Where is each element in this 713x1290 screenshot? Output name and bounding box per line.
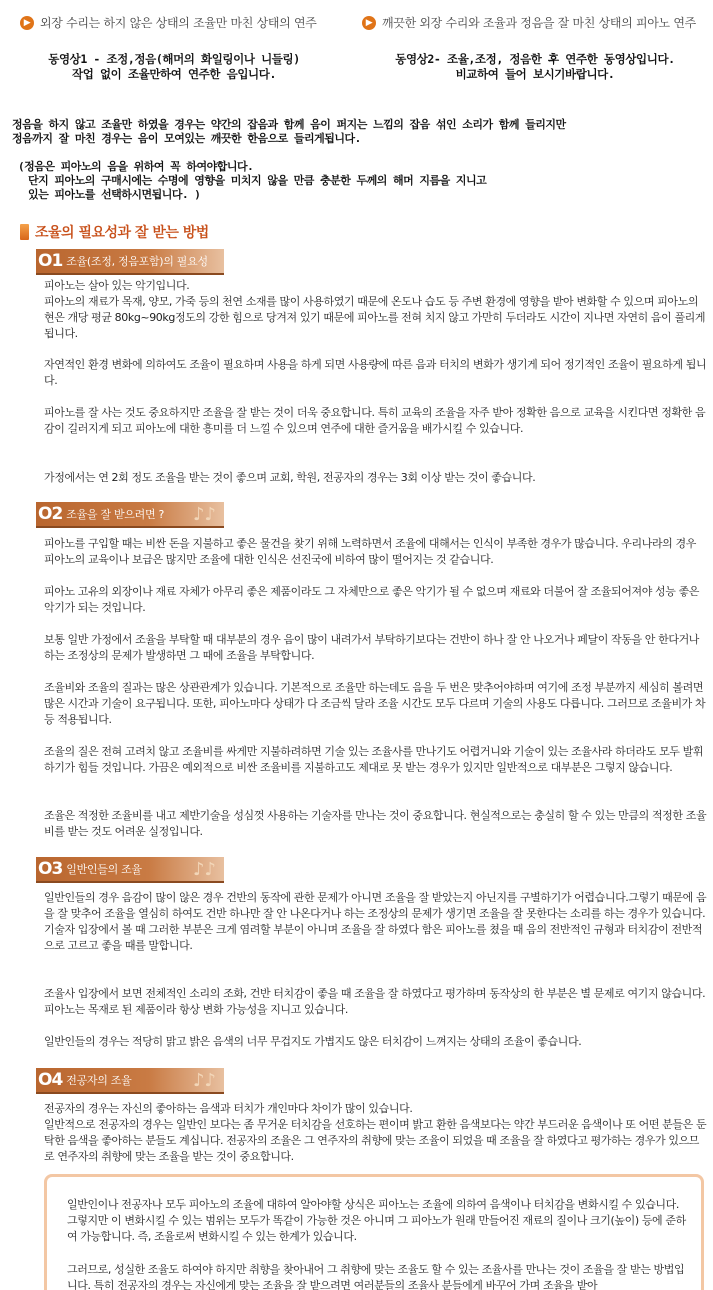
video1-heading: ▶ 외장 수리는 하지 않은 상태의 조율만 마친 상태의 연주	[20, 14, 317, 31]
notice-box	[44, 1174, 704, 1290]
music-note-icon: ♪♪	[193, 1070, 216, 1091]
music-note-icon: ♪♪	[193, 504, 216, 525]
video-comparison	[0, 14, 713, 84]
section3-paragraph: 일반인들의 경우는 적당히 맑고 밝은 음색의 너무 무겁지도 가볍지도 않은 터치감이 느껴지는 상태의 조율이 좋습니다.	[44, 1035, 582, 1048]
section-banner-01: O1 조율(조정, 정음포함)의 필요성	[36, 249, 224, 275]
arrow-bullet-icon: ▶	[362, 16, 376, 30]
arrow-bullet-icon: ▶	[20, 16, 34, 30]
main-heading: 조율의 필요성과 잘 받는 방법	[20, 222, 209, 242]
section-banner-02: O2 조율을 잘 받으려면 ? ♪♪	[36, 502, 224, 528]
heading-marker-icon	[20, 224, 29, 240]
section2-paragraph: 조율비와 조율의 질과는 많은 상관관계가 있습니다. 기본적으로 조율만 하는데도 음을 두 번은 맞추어야하며 여기에 조정 부분까지 세심히 볼려면 많은 시간과 기술이 요구됩니다. 또한, 피아노마다 상태가 다 조금씩 달라 조율 시간도 모두 다르며 기술의 사용도 다릅니다. 그러므로 조율비가 차등 적용됩니다.	[44, 681, 706, 726]
section-banner-03: O3 일반인들의 조율 ♪♪	[36, 857, 224, 883]
section3-paragraph: 조율사 입장에서 보면 전체적인 소리의 조화, 건반 터치감이 좋을 때 조율을 잘 하였다고 평가하며 동작상의 한 부분은 별 문제로 여기지 않습니다. 피아노는 목재로 된 제품이라 항상 변화 가능성을 지니고 있습니다.	[44, 987, 706, 1016]
section2-paragraph: 피아노 고유의 외장이나 재료 자체가 아무리 좋은 제품이라도 그 자체만으로 좋은 악기가 될 수 없으며 재료와 더불어 잘 조율되어져야 성능 좋은 악기가 되는 것입니다.	[44, 585, 700, 614]
music-note-icon: ♪♪	[193, 859, 216, 880]
section1-paragraph: 피아노는 살아 있는 악기입니다. 피아노의 재료가 목재, 양모, 가죽 등의 천연 소재를 많이 사용하였기 때문에 온도나 습도 등 주변 환경에 영향을 받아 변화할 수 있으며 피아노의 현은 개당 평균 80kg~90kg정도의 강한 힘으로 당겨져 있기 때문에 피아노를 전혀 치지 않고 가만히 두더라도 시간이 지나면 자연히 음이 풀리게 됩니다.	[44, 279, 706, 340]
intro-text: 정음을 하지 않고 조율만 하였을 경우는 약간의 잡음과 함께 음이 퍼지는 느낌의 잡음 섞인 소리가 함께 들리지만 정음까지 잘 마친 경우는 음이 모여있는 깨끗한 한음으로 들리게됩니다.	[12, 118, 566, 145]
section4-paragraph: 전공자의 경우는 자신의 좋아하는 음색과 터치가 개인마다 차이가 많이 있습니다. 일반적으로 전공자의 경우는 일반인 보다는 좀 무거운 터치감을 선호하는 편이며 밝고 환한 음색보다는 약간 부드러운 음색이나 또 어떤 분들은 둔탁한 음색을 좋아하는 분들도 계십니다. 전공자의 조율은 그 연주자의 취향에 맞는 조율이 되었을 때 조율을 잘 하였다고 평가하는 경우가 있으므로 연주자의 취향에 맞는 조율을 받는 것이 중요합니다.	[44, 1102, 707, 1163]
section3-paragraph: 일반인들의 경우 음감이 많이 않은 경우 건반의 동작에 관한 문제가 아니면 조율을 잘 받았는지 아닌지를 구별하기가 어렵습니다.그렇기 때문에 음을 잘 맞추어 조율을 열심히 하여도 건반 하나만 잘 안 나온다거나 하는 조정상의 문제가 생기면 조율을 잘 못한다는 소리를 하는 경우가 있습니다. 기술자 입장에서 볼 때 그러한 부분은 크게 염려할 부분이 아니며 조율을 잘 하였다 함은 피아노를 쳤을 때 음의 전반적인 규형과 터치감이 전반적으로 고르고 좋을 때를 말합니다.	[44, 891, 707, 952]
section2-paragraph: 피아노를 구입할 때는 비싼 돈을 지불하고 좋은 물건을 찾기 위해 노력하면서 조율에 대해서는 인식이 부족한 경우가 많습니다. 우리나라의 경우 피아노의 교육이나 보급은 많지만 조율에 대한 인식은 선진국에 비하여 많이 떨어지는 것 같습니다.	[44, 537, 696, 566]
notice-paragraph: 그러므로, 성실한 조율도 하여야 하지만 취향을 찾아내어 그 취향에 맞는 조율도 할 수 있는 조율사를 만나는 것이 조율을 잘 받는 방법입니다. 특히 전공자의 경우는 자신에게 맞는 조율을 잘 받으려면 여러분들의 조율사 분들에게 바꾸어 가며 조율을 받아	[67, 1263, 685, 1290]
section1-paragraph: 가정에서는 연 2회 정도 조율을 받는 것이 좋으며 교회, 학원, 전공자의 경우는 3회 이상 받는 것이 좋습니다.	[44, 471, 536, 484]
notice-paragraph: 일반인이나 전공자나 모두 피아노의 조율에 대하여 알아야할 상식은 피아노는 조율에 의하여 음색이나 터치감을 변화시킬 수 있습니다. 그렇지만 이 변화시킬 수 있는 범위는 모두가 똑같이 가능한 것은 아니며 그 피아노가 원래 만들어진 재료의 질이나 크기(높이) 등에 준하여 가능합니다. 즉, 조율로써 변화시킬 수 있는 한계가 있습니다.	[67, 1198, 686, 1243]
section2-paragraph: 조율은 적정한 조율비를 내고 제반기술을 성심껏 사용하는 기술자를 만나는 것이 중요합니다. 현실적으로는 충실히 할 수 있는 만큼의 적정한 조율비를 받는 것도 어려운 실정입니다.	[44, 809, 707, 838]
video2-caption: 동영상2- 조율,조정, 정음한 후 연주한 동영상입니다. 비교하여 들어 보시기바랍니다.	[395, 52, 675, 81]
section2-paragraph: 보통 일반 가정에서 조율을 부탁할 때 대부분의 경우 음이 많이 내려가서 부탁하기보다는 건반이 하나 잘 안 나오거나 페달이 작동을 안 한다거나 하는 조정상의 문제가 발생하면 그 때에 조율을 부탁합니다.	[44, 633, 700, 662]
section1-paragraph: 피아노를 잘 사는 것도 중요하지만 조율을 잘 받는 것이 더욱 중요합니다. 특히 교육의 조율을 자주 받아 정확한 음으로 교육을 시킨다면 정확한 음감이 길러지게 되고 피아노에 대한 흥미를 더 느낄 수 있으며 연주에 대한 즐거움을 배가시킬 수 있습니다.	[44, 406, 706, 435]
section-banner-04: O4 전공자의 조율 ♪♪	[36, 1068, 224, 1094]
section1-paragraph: 자연적인 환경 변화에 의하여도 조율이 필요하며 사용을 하게 되면 사용량에 따른 음과 터치의 변화가 생기게 되어 정기적인 조율이 필요하게 됩니다.	[44, 358, 707, 387]
video1-caption: 동영상1 - 조정,정음(해머의 화일링이나 니들링) 작업 없이 조율만하여 연주한 음입니다.	[48, 52, 300, 81]
section2-paragraph: 조율의 질은 전혀 고려치 않고 조율비를 싸게만 지불하려하면 기술 있는 조율사를 만나기도 어렵거니와 기술이 있는 조율사라 하더라도 모두 발휘하기가 힘들 것입니다. 가끔은 예외적으로 비싼 조율비를 지불하고도 제대로 못 받는 경우가 있지만 일반적으로 대부분은 그렇지 않습니다.	[44, 745, 704, 774]
video2-heading: ▶ 깨끗한 외장 수리와 조율과 정음을 잘 마친 상태의 피아노 연주	[362, 14, 696, 31]
intro-note: (정음은 피아노의 음을 위하여 꼭 하여야합니다. 단지 피아노의 구매시에는 수명에 영향을 미치지 않을 만큼 충분한 두께의 해머 지름을 지니고 있는 피아노를 선택하시면됩니다. )	[18, 160, 487, 201]
